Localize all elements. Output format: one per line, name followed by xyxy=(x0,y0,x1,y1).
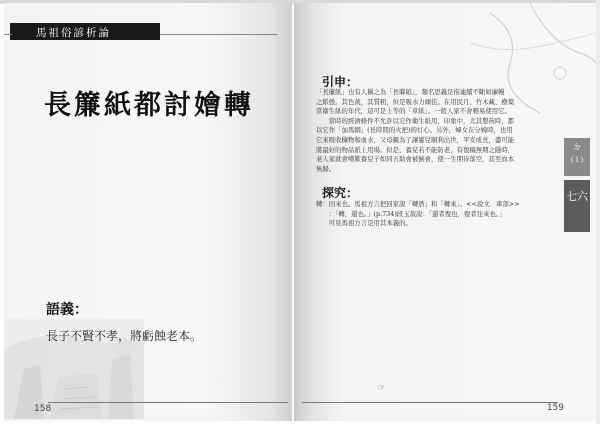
index-tab-phonetic xyxy=(564,138,590,176)
header-rule xyxy=(160,34,278,35)
research-heading: 探究： xyxy=(322,186,359,200)
tab-sub-label: (１) xyxy=(570,156,584,164)
footer-rule xyxy=(48,402,288,403)
index-tab-number xyxy=(564,180,590,232)
intro-line: 無歸。 xyxy=(316,164,336,173)
intro-paragraph xyxy=(316,88,554,174)
meaning-heading: 語義： xyxy=(46,302,88,318)
left-page xyxy=(4,3,292,421)
research-line: 可見馬祖方言是用其本義的。 xyxy=(316,219,412,228)
tab-number-label: 七六 xyxy=(566,190,588,203)
intro-line: 它來吸收穢物和血水，父母親為了讓簍兒順利出世，平安成長，盡可能 xyxy=(316,135,515,144)
intro-line: 當衛生紙的年代，這可是上等的「草紙」。一般人家不會輕易使用它。 xyxy=(316,107,511,116)
footer-rule xyxy=(302,402,558,403)
tab-phonetic-label: ㄉ xyxy=(572,142,582,153)
intro-line: 之紙張。其色黃，其質粗，但是吸水力頗佳。在用民月、竹木藏、樹葉 xyxy=(316,97,515,106)
intro-line: 當時的經濟條件不允許以它作衛生紙用，印象中，尤其嬰孩時，都 xyxy=(316,116,515,125)
right-page xyxy=(294,3,596,421)
intro-heading: 引申： xyxy=(322,75,359,89)
proverb-title: 長簾紙都討嬒轉 xyxy=(44,90,254,121)
intro-line: 以它作「加馬網」(長時間的火把)的灯心。另外，婦女在分娩時，也用 xyxy=(316,126,513,135)
book-header-title: 馬祖俗諺析論 xyxy=(36,27,111,39)
intro-line: 老人家就會嘆歎養兒子如同五助會被倒會，使一生期待落空，甚至血本 xyxy=(316,155,515,164)
page-number-left: 158 xyxy=(34,404,52,414)
scan-edge-right xyxy=(596,0,600,424)
intro-line: 「長簾紙」也有人稱之為「長聯紙」，類名思義是指連續不斷如廉幔 xyxy=(316,88,505,96)
meaning-text: 長子不賢不孝，將虧蝕老本。 xyxy=(46,329,203,343)
research-line: 轉：回來也。馬祖方言把回家說「轉厝」和「轉來」。<<說文．車部>> xyxy=(316,200,520,208)
research-line: ：「轉，還也。」(p.734)段玉裁說：「還者復也，復者往來也。」 xyxy=(316,209,506,218)
research-paragraph xyxy=(316,200,554,229)
page-number-right: 159 xyxy=(546,403,564,413)
intro-line: 將最好的物品派上用場。但是，養兒若不能防老，有復稿無期之隱時， xyxy=(316,145,515,154)
bottom-mark: ☞ xyxy=(378,383,386,392)
header-rule-left xyxy=(4,34,12,35)
